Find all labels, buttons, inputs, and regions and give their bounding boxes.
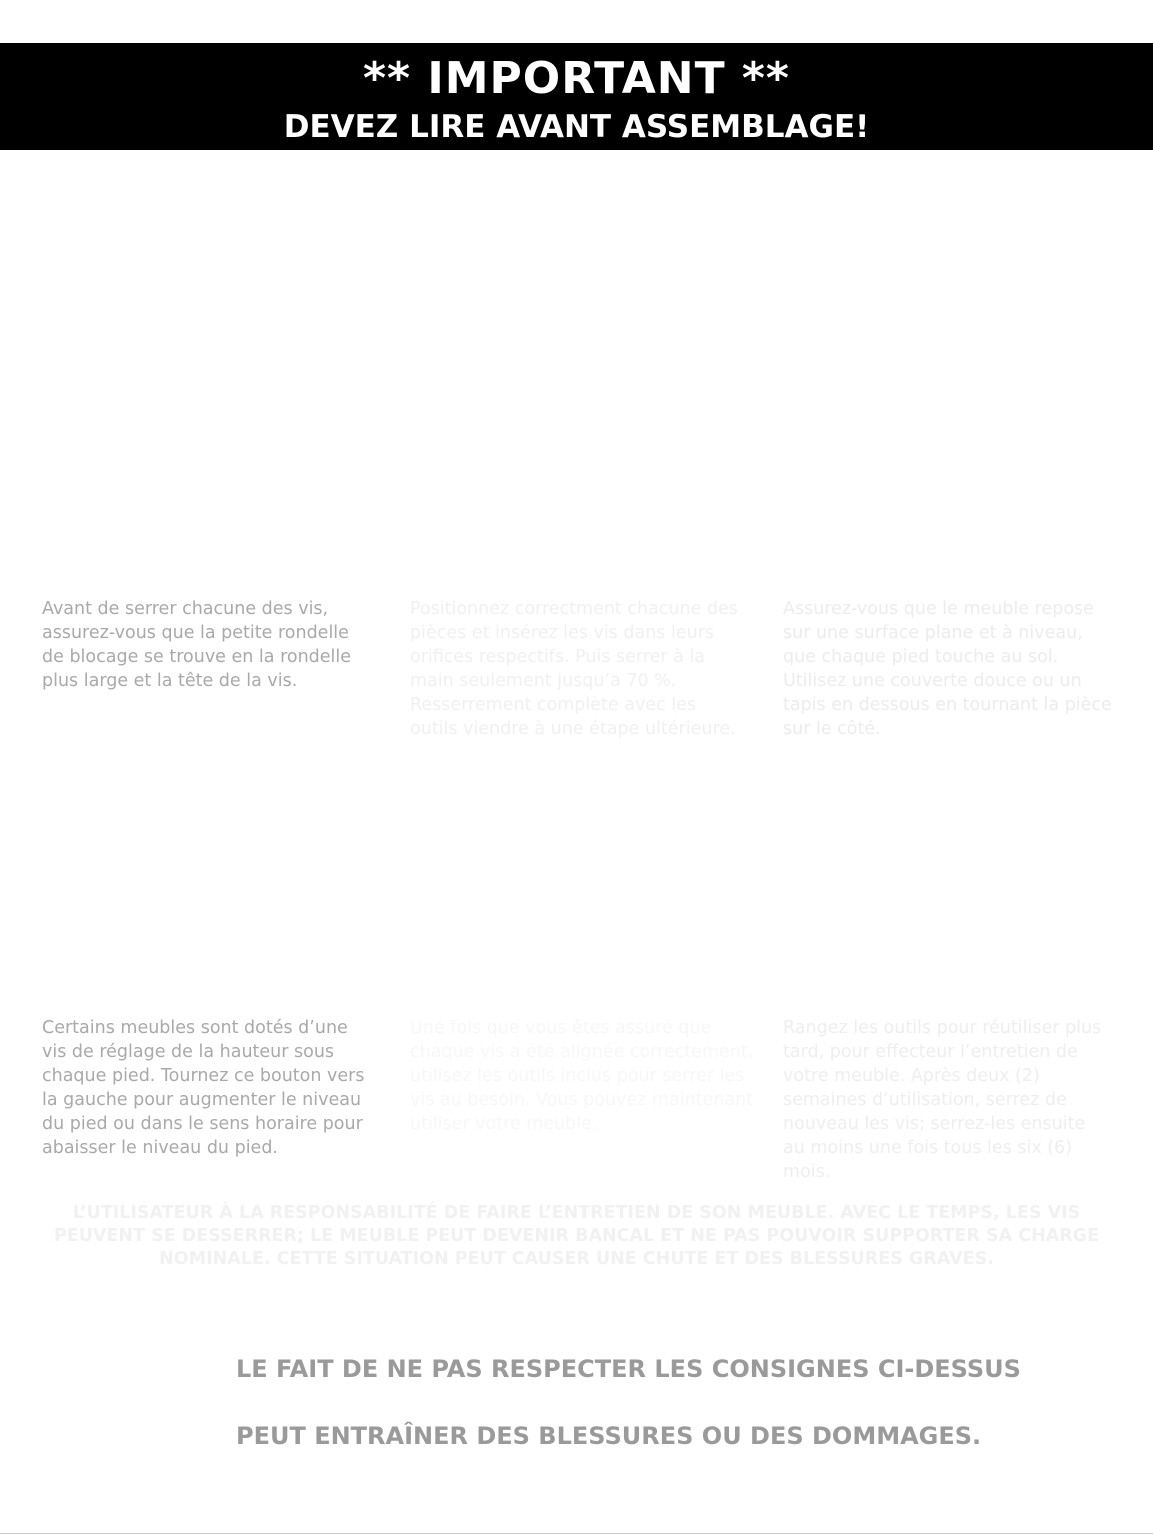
step-5-text: Une fois que vous êtes assuré que chaque vis a été alignée correctement, utilisez les outils inclus pour serrer les vis au besoin. Vous pouvez maintenant utiliser votre meuble. <box>410 1018 754 1134</box>
step-3-text: Assurez-vous que le meuble repose sur une surface plane et à niveau, que chaque pied touche au sol. Utilisez une couverte douce ou un tapis en dessous en tournant la pièce sur le côté. <box>783 599 1112 739</box>
bottom-divider <box>0 1533 1153 1534</box>
important-banner <box>0 43 1153 150</box>
step-4-text: Certains meubles sont dotés d’une vis de réglage de la hauteur sous chaque pied. Tournez ce bouton vers la gauche pour augmenter le niveau du pied ou dans le sens horaire pour abaisser le niveau du pied. <box>42 1018 365 1158</box>
banner-title: ** IMPORTANT ** <box>363 53 790 104</box>
banner-subtitle: DEVEZ LIRE AVANT ASSEMBLAGE! <box>283 109 870 145</box>
step-6-text: Rangez les outils pour réutiliser plus tard, pour effecteur l’entretien de votre meuble. Après deux (2) semaines d’utilisation, serrez de nouveau les vis; serrez-les ensuite au moins une fois tous les six (6) mois. <box>783 1018 1102 1182</box>
consequence-line-1: LE FAIT DE NE PAS RESPECTER LES CONSIGNES CI-DESSUS <box>236 1355 1021 1383</box>
maintenance-warning: L’UTILISATEUR À LA RESPONSABILITÉ DE FAIRE L’ENTRETIEN DE SON MEUBLE. AVEC LE TEMPS, LES VIS PEUVENT SE DESSERRER; LE MEUBLE PEUT DEVENIR BANCAL ET NE PAS POUVOIR SUPPORTER SA CHARGE NOMINALE. CETTE SITUATION PEUT CAUSER UNE CHUTE ET DES BLESSURES GRAVES. <box>53 1203 1100 1269</box>
step-1-text: Avant de serrer chacune des vis, assurez-vous que la petite rondelle de blocage se trouve en la rondelle plus large et la tête de la vis. <box>42 599 352 691</box>
consequence-line-2: PEUT ENTRAÎNER DES BLESSURES OU DES DOMMAGES. <box>236 1422 982 1450</box>
step-2-text: Positionnez correctment chacune des pièces et insérez les vis dans leurs orifices respectifs. Puis serrer à la main seulement jusqu’a 70 %. Resserrement complète avec les outils viendre à une étape ultérieure. <box>410 599 738 739</box>
